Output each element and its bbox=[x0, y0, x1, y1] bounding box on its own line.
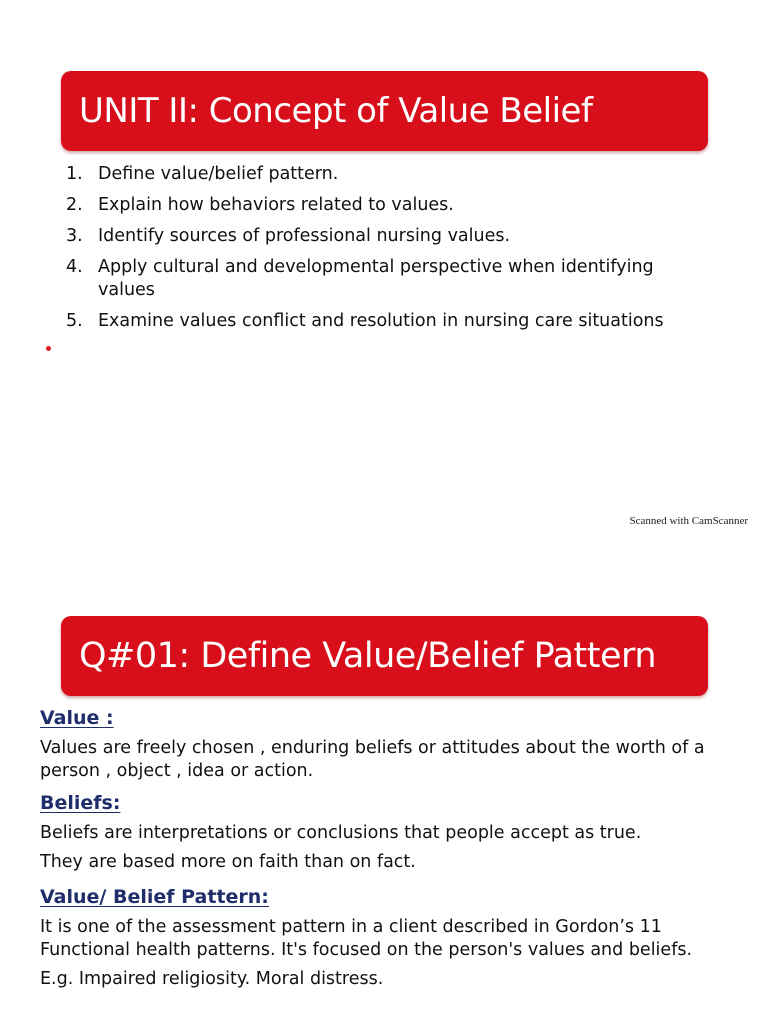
unit-title-banner bbox=[61, 71, 708, 151]
list-item bbox=[66, 310, 706, 333]
value-section bbox=[40, 707, 730, 783]
list-item-number: 3. bbox=[66, 226, 83, 246]
beliefs-basis: They are based more on faith than on fact. bbox=[40, 852, 416, 872]
question-title-banner bbox=[61, 616, 708, 696]
list-item-text: Define value/belief pattern. bbox=[98, 164, 339, 184]
list-item-text: Identify sources of professional nursing values. bbox=[98, 226, 511, 246]
value-definition: Values are freely chosen , enduring beliefs or attitudes about the worth of a person , object , idea or action. bbox=[40, 738, 705, 781]
list-item bbox=[66, 194, 706, 217]
list-item-text: Explain how behaviors related to values. bbox=[98, 195, 454, 215]
beliefs-section bbox=[40, 792, 730, 874]
beliefs-definition: Beliefs are interpretations or conclusions that people accept as true. bbox=[40, 823, 642, 843]
unit-title: UNIT II: Concept of Value Belief bbox=[79, 91, 593, 131]
list-item-number: 2. bbox=[66, 195, 83, 215]
pattern-examples: E.g. Impaired religiosity. Moral distress. bbox=[40, 969, 384, 989]
list-item bbox=[66, 256, 706, 302]
list-item-number: 5. bbox=[66, 311, 83, 331]
beliefs-heading: Beliefs: bbox=[40, 792, 121, 814]
list-item-text: Examine values conflict and resolution in nursing care situations bbox=[98, 311, 664, 331]
list-item-number: 4. bbox=[66, 257, 83, 277]
question-title: Q#01: Define Value/Belief Pattern bbox=[79, 636, 656, 676]
objectives-list bbox=[66, 163, 706, 341]
list-item bbox=[66, 163, 706, 186]
list-item bbox=[66, 225, 706, 248]
list-item-number: 1. bbox=[66, 164, 83, 184]
pattern-heading: Value/ Belief Pattern: bbox=[40, 886, 269, 908]
camscanner-watermark: Scanned with CamScanner bbox=[629, 515, 748, 527]
list-item-text: Apply cultural and developmental perspective when identifying values bbox=[98, 257, 654, 300]
pattern-definition: It is one of the assessment pattern in a client described in Gordon’s 11 Functional health patterns. It's focused on the person's values and beliefs. bbox=[40, 917, 693, 960]
bullet-dot-icon bbox=[46, 346, 51, 351]
value-belief-pattern-section bbox=[40, 886, 730, 991]
value-heading: Value : bbox=[40, 707, 114, 729]
